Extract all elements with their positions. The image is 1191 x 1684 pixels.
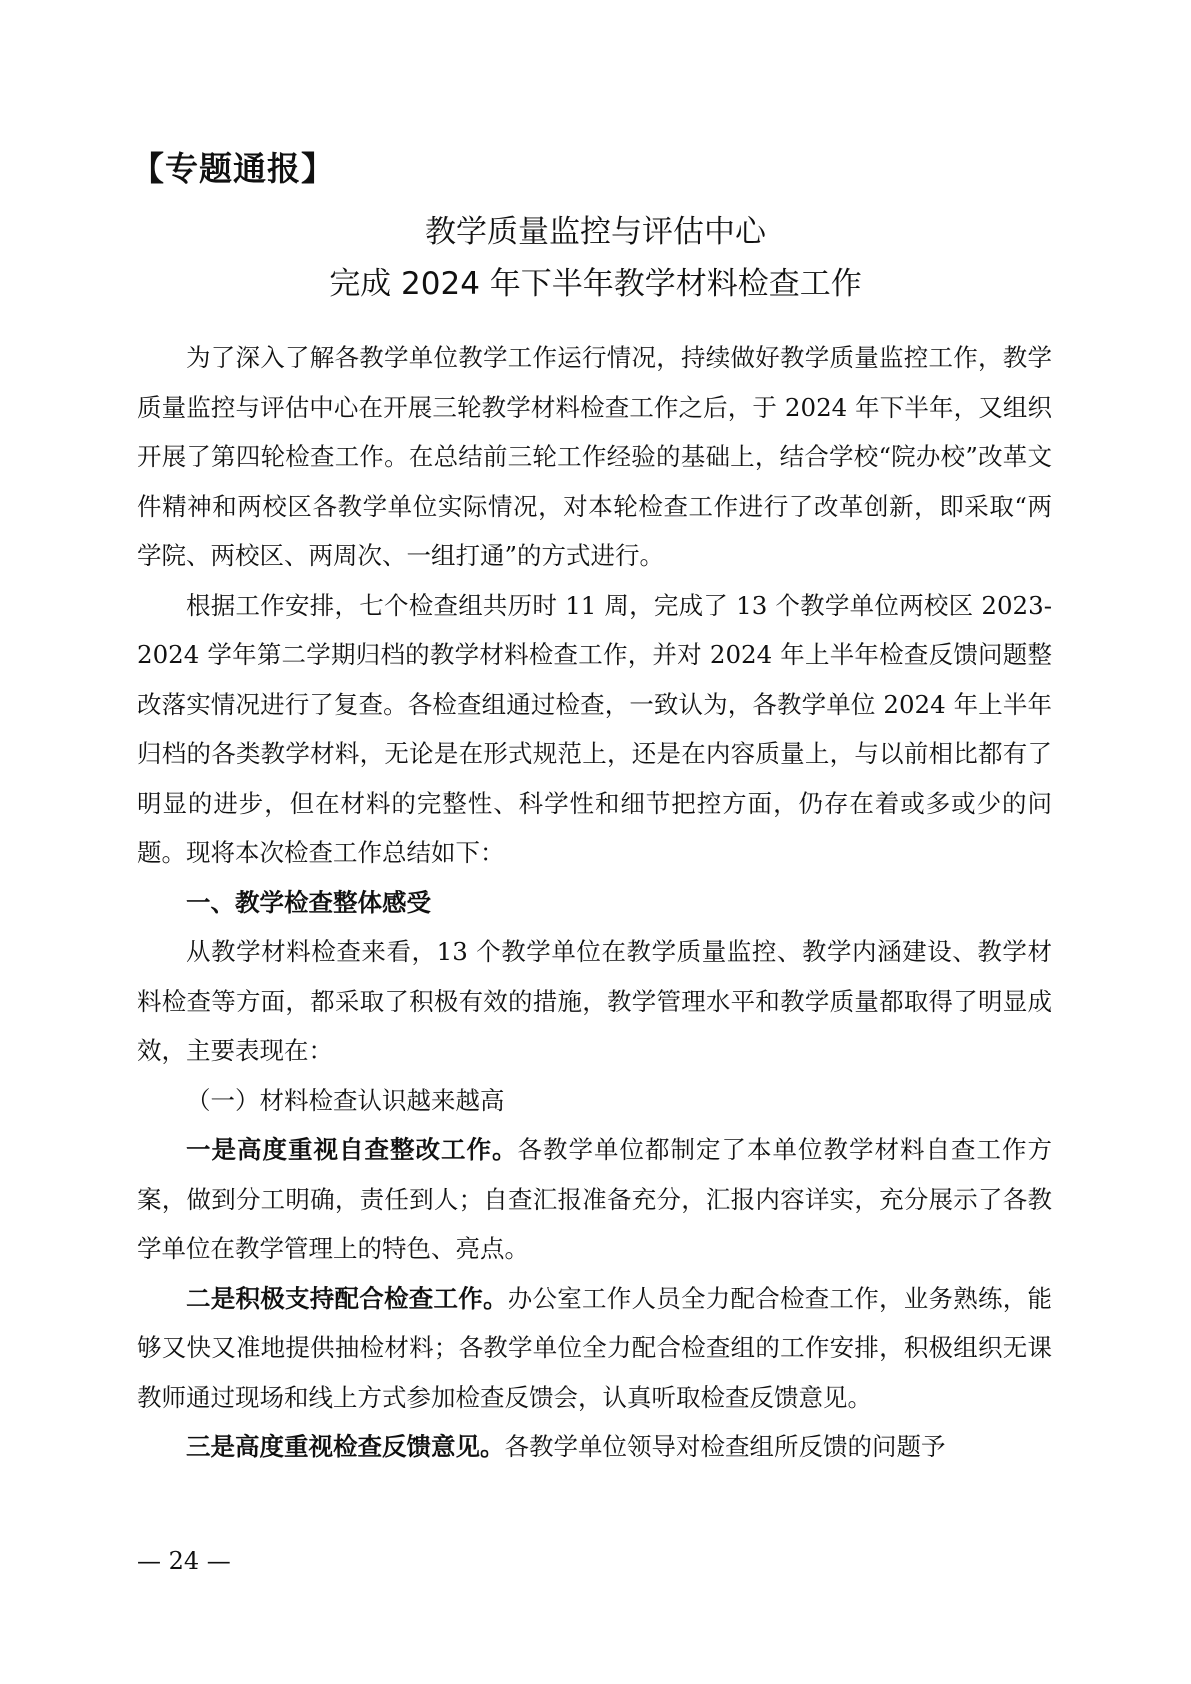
section-heading: 一、教学检查整体感受 <box>186 887 431 917</box>
subsection-heading: （一）材料检查认识越来越高 <box>186 1085 505 1115</box>
point-3-text: 各教学单位领导对检查组所反馈的问题予 <box>504 1432 946 1461</box>
point-2-text: 办公室工作人员全力配合检查工作，业务熟练，能够又快又准地提供抽检材料；各教学单位全力配合检查组的工作安排，积极组织无课教师通过现场和线上方式参加检查反馈会，认真听取检查反馈意见。 <box>137 1283 1052 1412</box>
article-title-line-2: 完成 2024 年下半年教学材料检查工作 <box>329 266 862 302</box>
article-body <box>137 333 1052 1472</box>
paragraph-point-2 <box>137 1274 1052 1423</box>
paragraph-arrangement: 根据工作安排，七个检查组共历时 11 周，完成了 13 个教学单位两校区 2023-2024 学年第二学期归档的教学材料检查工作，并对 2024 年上半年检查反馈问题整改落实情况进行了复查。各检查组通过检查，一致认为，各教学单位 2024 年上半年归档的各类教学材料，无论是在形式规范上，还是在内容质量上，与以前相比都有了明显的进步，但在材料的完整性、科学性和细节把控方面，仍存在着或多或少的问题。现将本次检查工作总结如下： <box>137 590 1052 867</box>
paragraph-intro: 为了深入了解各教学单位教学工作运行情况，持续做好教学质量监控工作，教学质量监控与评估中心在开展三轮教学材料检查工作之后，于 2024 年下半年，又组织开展了第四轮检查工作。在总结前三轮工作经验的基础上，结合学校“院办校”改革文件精神和两校区各教学单位实际情况，对本轮检查工作进行了改革创新，即采取“两学院、两校区、两周次、一组打通”的方式进行。 <box>137 343 1052 570</box>
section-tag: 【专题通报】 <box>131 149 335 188</box>
paragraph-overview: 从教学材料检查来看，13 个教学单位在教学质量监控、教学内涵建设、教学材料检查等方面，都采取了积极有效的措施，教学管理水平和教学质量都取得了明显成效，主要表现在： <box>137 937 1052 1065</box>
paragraph-point-1 <box>137 1125 1052 1274</box>
point-1-text: 各教学单位都制定了本单位教学材料自查工作方案，做到分工明确，责任到人；自查汇报准备充分，汇报内容详实，充分展示了各教学单位在教学管理上的特色、亮点。 <box>137 1135 1052 1263</box>
page-number: — 24 — <box>137 1547 231 1575</box>
point-2-lead: 二是积极支持配合检查工作。 <box>186 1283 508 1313</box>
article-title-line-1: 教学质量监控与评估中心 <box>425 214 766 250</box>
point-3-lead: 三是高度重视检查反馈意见。 <box>186 1432 505 1461</box>
point-1-lead: 一是高度重视自查整改工作。 <box>186 1135 518 1164</box>
paragraph-point-3 <box>137 1422 1052 1472</box>
